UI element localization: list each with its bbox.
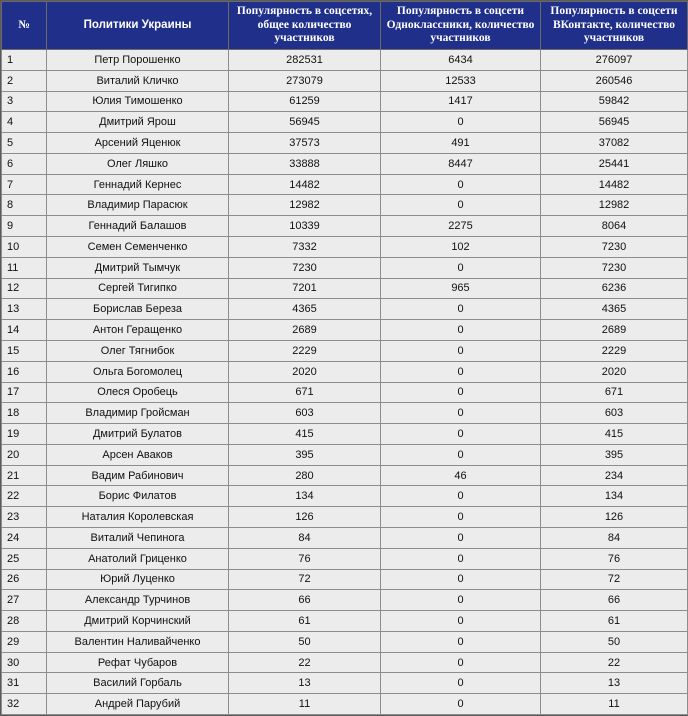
table-row — [2, 257, 688, 278]
cell-odnoklassniki-popularity: 2275 — [381, 216, 541, 237]
cell-number: 13 — [2, 299, 47, 320]
cell-odnoklassniki-popularity: 0 — [381, 112, 541, 133]
header-politicians: Политики Украины — [47, 2, 229, 50]
table-row — [2, 527, 688, 548]
cell-total-popularity: 76 — [229, 548, 381, 569]
cell-total-popularity: 37573 — [229, 133, 381, 154]
cell-odnoklassniki-popularity: 0 — [381, 340, 541, 361]
cell-number: 16 — [2, 361, 47, 382]
cell-number: 12 — [2, 278, 47, 299]
cell-total-popularity: 2689 — [229, 320, 381, 341]
cell-number: 3 — [2, 91, 47, 112]
cell-total-popularity: 61 — [229, 611, 381, 632]
cell-odnoklassniki-popularity: 0 — [381, 569, 541, 590]
cell-total-popularity: 2229 — [229, 340, 381, 361]
cell-number: 14 — [2, 320, 47, 341]
table-row — [2, 465, 688, 486]
header-vkontakte-popularity: Популярность в соцсети ВКонтакте, количество участников — [541, 2, 688, 50]
cell-odnoklassniki-popularity: 12533 — [381, 70, 541, 91]
cell-politician-name: Анатолий Гриценко — [47, 548, 229, 569]
table-row — [2, 50, 688, 71]
cell-vkontakte-popularity: 126 — [541, 507, 688, 528]
cell-odnoklassniki-popularity: 0 — [381, 507, 541, 528]
cell-vkontakte-popularity: 84 — [541, 527, 688, 548]
cell-politician-name: Дмитрий Корчинский — [47, 611, 229, 632]
cell-politician-name: Семен Семенченко — [47, 237, 229, 258]
cell-total-popularity: 10339 — [229, 216, 381, 237]
cell-total-popularity: 7230 — [229, 257, 381, 278]
cell-vkontakte-popularity: 671 — [541, 382, 688, 403]
table-row — [2, 569, 688, 590]
cell-odnoklassniki-popularity: 0 — [381, 611, 541, 632]
cell-vkontakte-popularity: 72 — [541, 569, 688, 590]
cell-politician-name: Рефат Чубаров — [47, 652, 229, 673]
cell-vkontakte-popularity: 134 — [541, 486, 688, 507]
cell-odnoklassniki-popularity: 0 — [381, 652, 541, 673]
cell-vkontakte-popularity: 56945 — [541, 112, 688, 133]
cell-vkontakte-popularity: 276097 — [541, 50, 688, 71]
cell-total-popularity: 84 — [229, 527, 381, 548]
cell-number: 6 — [2, 153, 47, 174]
table-row — [2, 340, 688, 361]
cell-number: 5 — [2, 133, 47, 154]
cell-politician-name: Олег Тягнибок — [47, 340, 229, 361]
table-row — [2, 507, 688, 528]
cell-total-popularity: 7201 — [229, 278, 381, 299]
table-row — [2, 694, 688, 715]
table-row — [2, 631, 688, 652]
table-row — [2, 403, 688, 424]
header-total-popularity: Популярность в соцсетях, общее количество участников — [229, 2, 381, 50]
cell-total-popularity: 66 — [229, 590, 381, 611]
cell-number: 8 — [2, 195, 47, 216]
table-row — [2, 424, 688, 445]
cell-total-popularity: 22 — [229, 652, 381, 673]
cell-politician-name: Антон Геращенко — [47, 320, 229, 341]
cell-politician-name: Арсений Яценюк — [47, 133, 229, 154]
cell-politician-name: Юрий Луценко — [47, 569, 229, 590]
cell-odnoklassniki-popularity: 0 — [381, 320, 541, 341]
cell-total-popularity: 14482 — [229, 174, 381, 195]
cell-total-popularity: 134 — [229, 486, 381, 507]
cell-vkontakte-popularity: 66 — [541, 590, 688, 611]
cell-politician-name: Наталия Королевская — [47, 507, 229, 528]
cell-total-popularity: 2020 — [229, 361, 381, 382]
table-row — [2, 70, 688, 91]
table-row — [2, 361, 688, 382]
cell-number: 29 — [2, 631, 47, 652]
cell-total-popularity: 273079 — [229, 70, 381, 91]
cell-total-popularity: 126 — [229, 507, 381, 528]
cell-number: 25 — [2, 548, 47, 569]
header-odnoklassniki-popularity: Популярность в соцсети Одноклассники, количество участников — [381, 2, 541, 50]
cell-odnoklassniki-popularity: 1417 — [381, 91, 541, 112]
cell-odnoklassniki-popularity: 0 — [381, 444, 541, 465]
cell-number: 28 — [2, 611, 47, 632]
cell-number: 27 — [2, 590, 47, 611]
cell-vkontakte-popularity: 2689 — [541, 320, 688, 341]
cell-politician-name: Борислав Береза — [47, 299, 229, 320]
cell-total-popularity: 4365 — [229, 299, 381, 320]
table-row — [2, 486, 688, 507]
cell-vkontakte-popularity: 14482 — [541, 174, 688, 195]
cell-politician-name: Олег Ляшко — [47, 153, 229, 174]
cell-odnoklassniki-popularity: 0 — [381, 486, 541, 507]
cell-number: 21 — [2, 465, 47, 486]
table-row — [2, 548, 688, 569]
cell-total-popularity: 282531 — [229, 50, 381, 71]
table-body — [2, 50, 688, 715]
cell-odnoklassniki-popularity: 46 — [381, 465, 541, 486]
cell-vkontakte-popularity: 4365 — [541, 299, 688, 320]
cell-number: 18 — [2, 403, 47, 424]
cell-number: 10 — [2, 237, 47, 258]
cell-odnoklassniki-popularity: 491 — [381, 133, 541, 154]
cell-vkontakte-popularity: 76 — [541, 548, 688, 569]
table-row — [2, 673, 688, 694]
table-row — [2, 216, 688, 237]
cell-vkontakte-popularity: 37082 — [541, 133, 688, 154]
cell-vkontakte-popularity: 234 — [541, 465, 688, 486]
cell-number: 1 — [2, 50, 47, 71]
table-row — [2, 112, 688, 133]
cell-number: 7 — [2, 174, 47, 195]
cell-number: 24 — [2, 527, 47, 548]
cell-politician-name: Петр Порошенко — [47, 50, 229, 71]
cell-vkontakte-popularity: 6236 — [541, 278, 688, 299]
cell-vkontakte-popularity: 11 — [541, 694, 688, 715]
cell-odnoklassniki-popularity: 6434 — [381, 50, 541, 71]
cell-politician-name: Василий Горбаль — [47, 673, 229, 694]
cell-total-popularity: 11 — [229, 694, 381, 715]
cell-total-popularity: 12982 — [229, 195, 381, 216]
cell-politician-name: Валентин Наливайченко — [47, 631, 229, 652]
cell-odnoklassniki-popularity: 0 — [381, 195, 541, 216]
cell-total-popularity: 61259 — [229, 91, 381, 112]
cell-vkontakte-popularity: 415 — [541, 424, 688, 445]
header-number: № — [2, 2, 47, 50]
table-row — [2, 237, 688, 258]
cell-odnoklassniki-popularity: 0 — [381, 382, 541, 403]
cell-number: 20 — [2, 444, 47, 465]
cell-number: 31 — [2, 673, 47, 694]
cell-number: 15 — [2, 340, 47, 361]
cell-vkontakte-popularity: 12982 — [541, 195, 688, 216]
cell-vkontakte-popularity: 59842 — [541, 91, 688, 112]
cell-number: 9 — [2, 216, 47, 237]
cell-politician-name: Владимир Гройсман — [47, 403, 229, 424]
cell-politician-name: Борис Филатов — [47, 486, 229, 507]
cell-odnoklassniki-popularity: 0 — [381, 527, 541, 548]
cell-number: 32 — [2, 694, 47, 715]
table-row — [2, 299, 688, 320]
table-row — [2, 91, 688, 112]
cell-number: 26 — [2, 569, 47, 590]
cell-politician-name: Ольга Богомолец — [47, 361, 229, 382]
cell-vkontakte-popularity: 25441 — [541, 153, 688, 174]
cell-vkontakte-popularity: 61 — [541, 611, 688, 632]
cell-odnoklassniki-popularity: 0 — [381, 673, 541, 694]
cell-politician-name: Арсен Аваков — [47, 444, 229, 465]
cell-odnoklassniki-popularity: 0 — [381, 403, 541, 424]
cell-odnoklassniki-popularity: 0 — [381, 694, 541, 715]
cell-vkontakte-popularity: 603 — [541, 403, 688, 424]
table-row — [2, 174, 688, 195]
cell-odnoklassniki-popularity: 0 — [381, 590, 541, 611]
cell-vkontakte-popularity: 13 — [541, 673, 688, 694]
cell-politician-name: Дмитрий Булатов — [47, 424, 229, 445]
cell-odnoklassniki-popularity: 8447 — [381, 153, 541, 174]
cell-politician-name: Виталий Кличко — [47, 70, 229, 91]
cell-number: 17 — [2, 382, 47, 403]
cell-total-popularity: 395 — [229, 444, 381, 465]
cell-vkontakte-popularity: 2020 — [541, 361, 688, 382]
cell-politician-name: Юлия Тимошенко — [47, 91, 229, 112]
cell-politician-name: Дмитрий Тымчук — [47, 257, 229, 278]
table-row — [2, 611, 688, 632]
table-row — [2, 278, 688, 299]
cell-vkontakte-popularity: 7230 — [541, 257, 688, 278]
table-row — [2, 382, 688, 403]
politicians-popularity-table — [1, 1, 688, 715]
table-row — [2, 195, 688, 216]
cell-odnoklassniki-popularity: 965 — [381, 278, 541, 299]
cell-vkontakte-popularity: 260546 — [541, 70, 688, 91]
cell-politician-name: Виталий Чепинога — [47, 527, 229, 548]
cell-total-popularity: 671 — [229, 382, 381, 403]
cell-number: 22 — [2, 486, 47, 507]
cell-vkontakte-popularity: 395 — [541, 444, 688, 465]
table-row — [2, 133, 688, 154]
cell-total-popularity: 415 — [229, 424, 381, 445]
cell-total-popularity: 280 — [229, 465, 381, 486]
cell-vkontakte-popularity: 50 — [541, 631, 688, 652]
cell-number: 19 — [2, 424, 47, 445]
cell-total-popularity: 56945 — [229, 112, 381, 133]
cell-odnoklassniki-popularity: 0 — [381, 548, 541, 569]
cell-total-popularity: 50 — [229, 631, 381, 652]
cell-politician-name: Александр Турчинов — [47, 590, 229, 611]
cell-odnoklassniki-popularity: 0 — [381, 257, 541, 278]
cell-total-popularity: 603 — [229, 403, 381, 424]
cell-odnoklassniki-popularity: 0 — [381, 424, 541, 445]
table-row — [2, 590, 688, 611]
cell-odnoklassniki-popularity: 0 — [381, 361, 541, 382]
cell-politician-name: Геннадий Кернес — [47, 174, 229, 195]
cell-total-popularity: 72 — [229, 569, 381, 590]
cell-number: 2 — [2, 70, 47, 91]
cell-vkontakte-popularity: 8064 — [541, 216, 688, 237]
cell-odnoklassniki-popularity: 102 — [381, 237, 541, 258]
table-row — [2, 444, 688, 465]
header-row — [2, 2, 688, 50]
table-row — [2, 153, 688, 174]
cell-politician-name: Владимир Парасюк — [47, 195, 229, 216]
cell-politician-name: Андрей Парубий — [47, 694, 229, 715]
cell-number: 30 — [2, 652, 47, 673]
cell-number: 4 — [2, 112, 47, 133]
cell-total-popularity: 13 — [229, 673, 381, 694]
table-header — [2, 2, 688, 50]
cell-odnoklassniki-popularity: 0 — [381, 631, 541, 652]
cell-vkontakte-popularity: 22 — [541, 652, 688, 673]
table-row — [2, 320, 688, 341]
cell-number: 23 — [2, 507, 47, 528]
cell-total-popularity: 33888 — [229, 153, 381, 174]
cell-number: 11 — [2, 257, 47, 278]
cell-vkontakte-popularity: 7230 — [541, 237, 688, 258]
cell-vkontakte-popularity: 2229 — [541, 340, 688, 361]
cell-politician-name: Геннадий Балашов — [47, 216, 229, 237]
cell-politician-name: Сергей Тигипко — [47, 278, 229, 299]
table-row — [2, 652, 688, 673]
cell-total-popularity: 7332 — [229, 237, 381, 258]
cell-odnoklassniki-popularity: 0 — [381, 299, 541, 320]
cell-politician-name: Дмитрий Ярош — [47, 112, 229, 133]
cell-politician-name: Вадим Рабинович — [47, 465, 229, 486]
cell-odnoklassniki-popularity: 0 — [381, 174, 541, 195]
cell-politician-name: Олеся Оробець — [47, 382, 229, 403]
